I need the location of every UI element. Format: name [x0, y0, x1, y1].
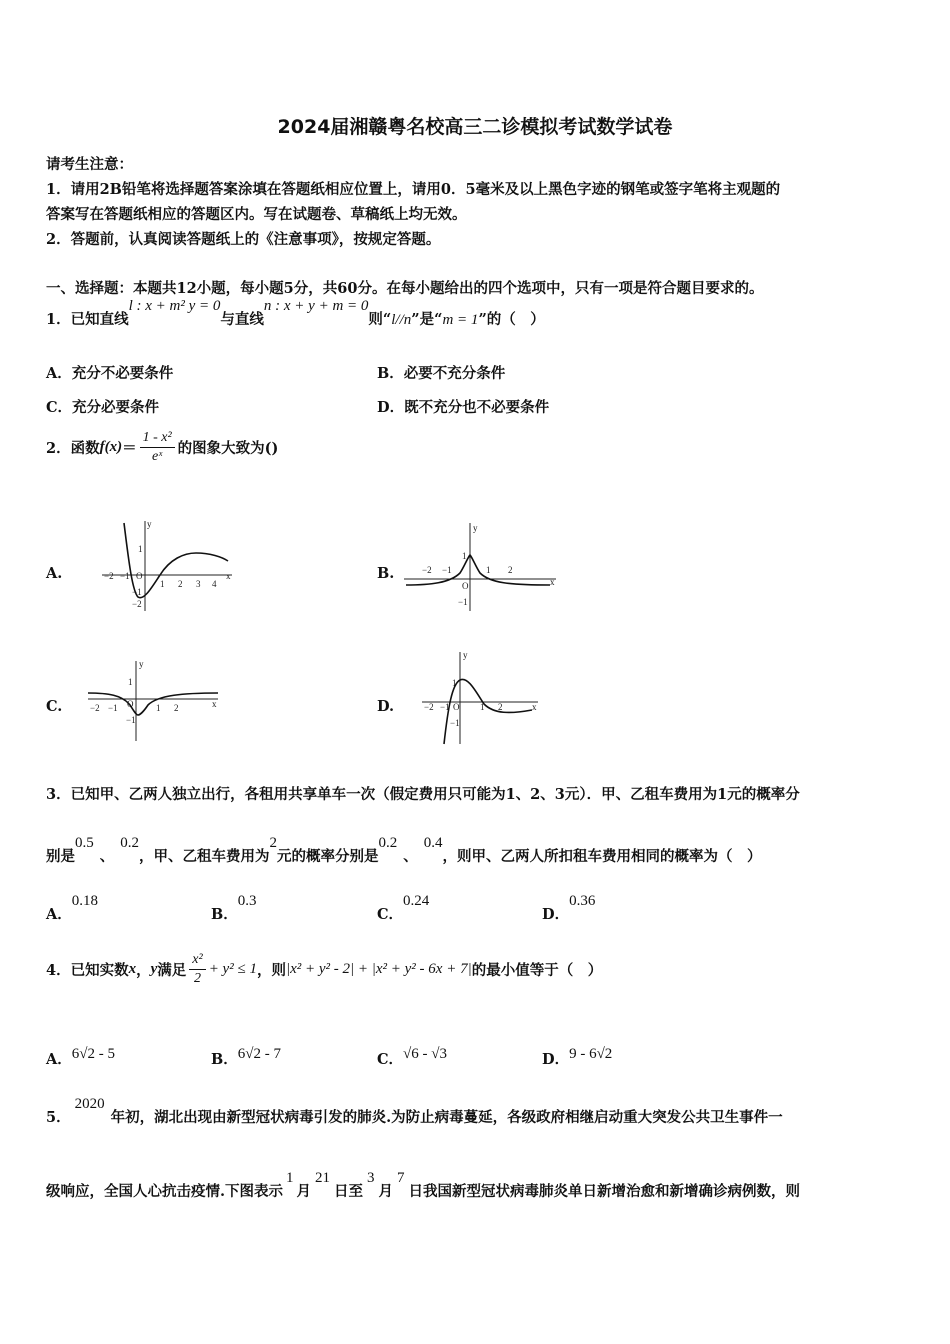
q1-eq-line-l: l : x + m² y = 0 [128, 298, 221, 314]
svg-text:O: O [453, 702, 460, 712]
q1-eq-line-n: n : x + y + m = 0 [263, 298, 369, 314]
svg-text:−2: −2 [424, 702, 434, 712]
q3-option-b-label: B． [211, 906, 238, 923]
q2-fx: f(x) [99, 439, 123, 455]
q2-text-2: 的图象大致为() [177, 440, 279, 457]
question-5-line-1 [46, 1096, 783, 1127]
q2-eqsign: ＝ [122, 440, 137, 457]
q4-option-c-label: C． [377, 1051, 404, 1068]
svg-text:1: 1 [452, 678, 457, 688]
q1-option-b[interactable]: B．必要不充分条件 [377, 365, 506, 382]
q1-text-4: ”是“ [411, 311, 443, 328]
q4-numerator: x² [189, 952, 205, 970]
q4-option-c-value: √6 - √3 [403, 1046, 448, 1062]
svg-text:−1: −1 [442, 565, 452, 575]
q3-value-4: 0.2 [378, 835, 398, 851]
q3-sep-2: 、 [403, 848, 418, 865]
q5-day-1: 21 [315, 1170, 331, 1186]
q3-text-1: 别是 [46, 848, 75, 865]
q4-option-c[interactable] [377, 1048, 447, 1069]
svg-text:1: 1 [128, 677, 133, 687]
q4-option-a-value: 6√2 - 5 [71, 1046, 115, 1062]
q2-denominator: eˣ [152, 449, 163, 464]
q3-value-5: 0.4 [423, 835, 443, 851]
svg-text:−1: −1 [108, 703, 118, 713]
q3-value-3: 2 [269, 835, 277, 851]
q3-option-c-value: 0.24 [403, 893, 430, 909]
q3-option-c[interactable] [377, 893, 430, 924]
q4-text-3: ，则 [256, 962, 286, 979]
question-5-line-2 [46, 1170, 801, 1201]
svg-text:−1: −1 [126, 715, 136, 725]
q4-option-d[interactable] [542, 1048, 612, 1069]
q2-graph-b[interactable] [400, 515, 560, 615]
q4-text-2: 满足 [157, 962, 187, 979]
q4-option-d-value: 9 - 6√2 [569, 1046, 613, 1062]
q3-text-2: ，甲、乙租车费用为 [139, 848, 270, 865]
svg-text:−2: −2 [132, 599, 142, 609]
q3-option-b[interactable] [211, 893, 257, 924]
svg-text:−1: −1 [458, 597, 468, 607]
q5-text-5: 月 [378, 1183, 394, 1200]
q5-month-2: 3 [367, 1170, 375, 1186]
q5-text-6: 日我国新型冠状病毒肺炎单日新增治愈和新增确诊病例数，则 [408, 1183, 801, 1200]
page-title: 2024届湘赣粤名校高三二诊模拟考试数学试卷 [277, 116, 673, 138]
q3-option-c-label: C． [377, 906, 404, 923]
q5-year: 2020 [74, 1096, 105, 1112]
q4-option-b-value: 6√2 - 7 [237, 1046, 281, 1062]
q4-denominator: 2 [193, 971, 201, 986]
q1-option-a[interactable]: A．充分不必要条件 [46, 365, 174, 382]
q3-option-b-value: 0.3 [237, 893, 257, 909]
question-3-line-2 [46, 835, 762, 866]
svg-text:x: x [532, 702, 537, 712]
q2-graph-a[interactable] [98, 515, 238, 615]
q3-sep-1: 、 [99, 848, 115, 865]
q5-month-1: 1 [286, 1170, 294, 1186]
q1-option-d[interactable]: D．既不充分也不必要条件 [377, 399, 550, 416]
svg-text:4: 4 [212, 579, 217, 589]
q1-text-1: 1．已知直线 [46, 311, 129, 328]
q3-option-a-label: A． [46, 906, 72, 923]
svg-text:y: y [473, 523, 478, 533]
svg-text:−2: −2 [104, 571, 114, 581]
svg-text:O: O [462, 581, 469, 591]
svg-text:1: 1 [480, 702, 485, 712]
q5-day-2: 7 [397, 1170, 405, 1186]
svg-text:−1: −1 [450, 718, 460, 728]
svg-text:2: 2 [508, 565, 513, 575]
svg-text:O: O [136, 571, 143, 581]
q3-option-d[interactable] [542, 893, 596, 924]
q2-graph-c[interactable] [84, 655, 224, 745]
q2-text-1: 2．函数 [46, 440, 100, 457]
svg-text:y: y [463, 650, 468, 660]
q3-option-d-label: D． [542, 906, 570, 923]
svg-text:1: 1 [462, 551, 467, 561]
q4-var-x: x [128, 961, 137, 977]
svg-text:1: 1 [138, 544, 143, 554]
question-2 [46, 430, 278, 465]
svg-text:−1: −1 [120, 571, 130, 581]
svg-text:−1: −1 [132, 587, 142, 597]
q3-text-4: ，则甲、乙两人所扣租车费用相同的概率为（ ） [442, 848, 762, 865]
q1-eq-parallel: l//n [391, 312, 412, 328]
q5-text-4: 日至 [334, 1183, 364, 1200]
section-heading: 一、选择题：本题共12小题，每小题5分，共60分。在每小题给出的四个选项中，只有一项是符合题目要求的。 [46, 280, 764, 297]
q3-option-d-value: 0.36 [569, 893, 596, 909]
q1-text-5: ”的（ ） [478, 311, 545, 328]
q3-option-a-value: 0.18 [71, 893, 99, 909]
svg-text:y: y [147, 519, 152, 529]
notice-heading: 请考生注意： [46, 156, 133, 173]
q2-graph-d[interactable] [418, 648, 543, 748]
q1-text-3: 则“ [368, 311, 392, 328]
notice-line-1a: 1．请用2B铅笔将选择题答案涂填在答题纸相应位置上，请用0．5毫米及以上黑色字迹的钢笔或签字笔将主观题的 [46, 181, 781, 198]
svg-text:y: y [139, 659, 144, 669]
q5-text-1: 年初，湖北出现由新型冠状病毒引发的肺炎.为防止病毒蔓延，各级政府相继启动重大突发公共卫生事件一 [110, 1109, 783, 1126]
q4-option-b-label: B． [211, 1051, 238, 1068]
svg-text:1: 1 [156, 703, 161, 713]
svg-text:x: x [226, 571, 231, 581]
q4-comma: ， [136, 962, 151, 979]
notice-line-1b: 答案写在答题纸相应的答题区内。写在试题卷、草稿纸上均无效。 [46, 206, 467, 223]
svg-text:−2: −2 [422, 565, 432, 575]
question-1 [46, 298, 545, 329]
svg-text:1: 1 [160, 579, 165, 589]
q3-value-2: 0.2 [120, 835, 139, 851]
q2-option-b-label[interactable]: B. [377, 565, 395, 582]
svg-text:−1: −1 [440, 702, 450, 712]
q3-text-3: 元的概率分别是 [277, 848, 379, 865]
question-3-line-1: 3．已知甲、乙两人独立出行，各租用共享单车一次（假定费用只可能为1、2、3元）．甲、乙租车费用为1元的概率分 [46, 786, 800, 803]
q1-eq-m: m = 1 [442, 312, 479, 328]
q2-option-c-label[interactable]: C. [46, 698, 63, 715]
q1-option-c[interactable]: C．充分必要条件 [46, 399, 160, 416]
svg-text:x: x [550, 577, 555, 587]
q5-text-2: 级响应，全国人心抗击疫情.下图表示 [46, 1183, 284, 1200]
q2-option-a-label[interactable]: A. [46, 565, 63, 582]
q4-option-a-label: A． [46, 1051, 72, 1068]
q2-fraction [140, 430, 175, 465]
q4-var-y: y [150, 961, 158, 977]
q5-text-3: 月 [296, 1183, 312, 1200]
q4-option-d-label: D． [542, 1051, 570, 1068]
q3-value-1: 0.5 [75, 835, 94, 851]
q5-number: 5． [46, 1109, 71, 1126]
q2-numerator: 1 - x² [140, 430, 175, 448]
svg-text:2: 2 [174, 703, 179, 713]
q2-option-d-label[interactable]: D. [377, 698, 395, 715]
svg-text:x: x [212, 699, 217, 709]
svg-text:O: O [127, 699, 134, 709]
q4-text-1: 4．已知实数 [46, 962, 129, 979]
q4-fraction [189, 952, 205, 987]
q4-text-4: 的最小值等于（ ） [471, 962, 603, 979]
svg-text:−2: −2 [90, 703, 100, 713]
q3-option-a[interactable] [46, 893, 99, 924]
q4-option-b[interactable] [211, 1048, 281, 1069]
notice-line-2: 2．答题前，认真阅读答题纸上的《注意事项》，按规定答题。 [46, 231, 441, 248]
question-4 [46, 952, 602, 987]
q1-text-2: 与直线 [220, 311, 264, 328]
svg-text:2: 2 [178, 579, 183, 589]
q4-option-a[interactable] [46, 1048, 115, 1069]
svg-text:2: 2 [498, 702, 503, 712]
svg-text:3: 3 [196, 579, 201, 589]
svg-text:1: 1 [486, 565, 491, 575]
q4-expression: |x² + y² - 2| + |x² + y² - 6x + 7| [285, 961, 472, 977]
q4-constraint-rest: + y² ≤ 1 [208, 961, 257, 977]
